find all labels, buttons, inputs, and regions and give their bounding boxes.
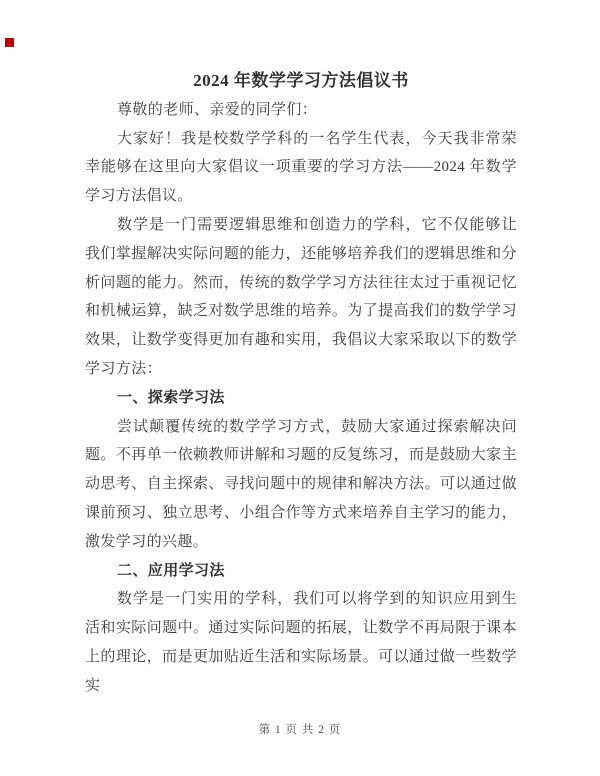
paragraph-section2-body: 数学是一门实用的学科，我们可以将学到的知识应用到生活和实际问题中。通过实际问题的拓展，让数学不再局限于课本上的理论，而是更加贴近生活和实际场景。可以通过做一些数学实: [85, 591, 517, 694]
paragraph-background: 数学是一门需要逻辑思维和创造力的学科，它不仅能够让我们掌握解决实际问题的能力，还能够培养我们的逻辑思维和分析问题的能力。然而，传统的数学学习方法往往太过于重视记忆和机械运算，缺乏对数学思维的培养。为了提高我们的数学学习效果，让数学变得更加有趣和实用，我倡议大家采取以下的数学学习方法：: [85, 216, 517, 377]
greeting-line: 尊敬的老师、亲爱的同学们：: [117, 101, 318, 118]
red-corner-marker: [5, 38, 14, 47]
section-heading-2: 二、应用学习法: [117, 562, 225, 579]
paragraph-section1-body: 尝试颠覆传统的数学学习方式，鼓励大家通过探索解决问题。不再单一依赖教师讲解和习题的反复练习，而是鼓励大家主动思考、自主探索、寻找问题中的规律和解决方法。可以通过做课前预习、独立思考、小组合作等方式来培养自主学习的能力，激发学习的兴趣。: [85, 418, 517, 550]
document-title: 2024 年数学学习方法倡议书: [193, 71, 409, 90]
paragraph-intro: 大家好！我是校数学学科的一名学生代表，今天我非常荣幸能够在这里向大家倡议一项重要的学习方法——2024 年数学学习方法倡议。: [85, 130, 517, 205]
document-page: [85, 0, 517, 701]
page-number-footer: 第 1 页 共 2 页: [258, 724, 342, 736]
section-heading-1: 一、探索学习法: [117, 389, 225, 406]
